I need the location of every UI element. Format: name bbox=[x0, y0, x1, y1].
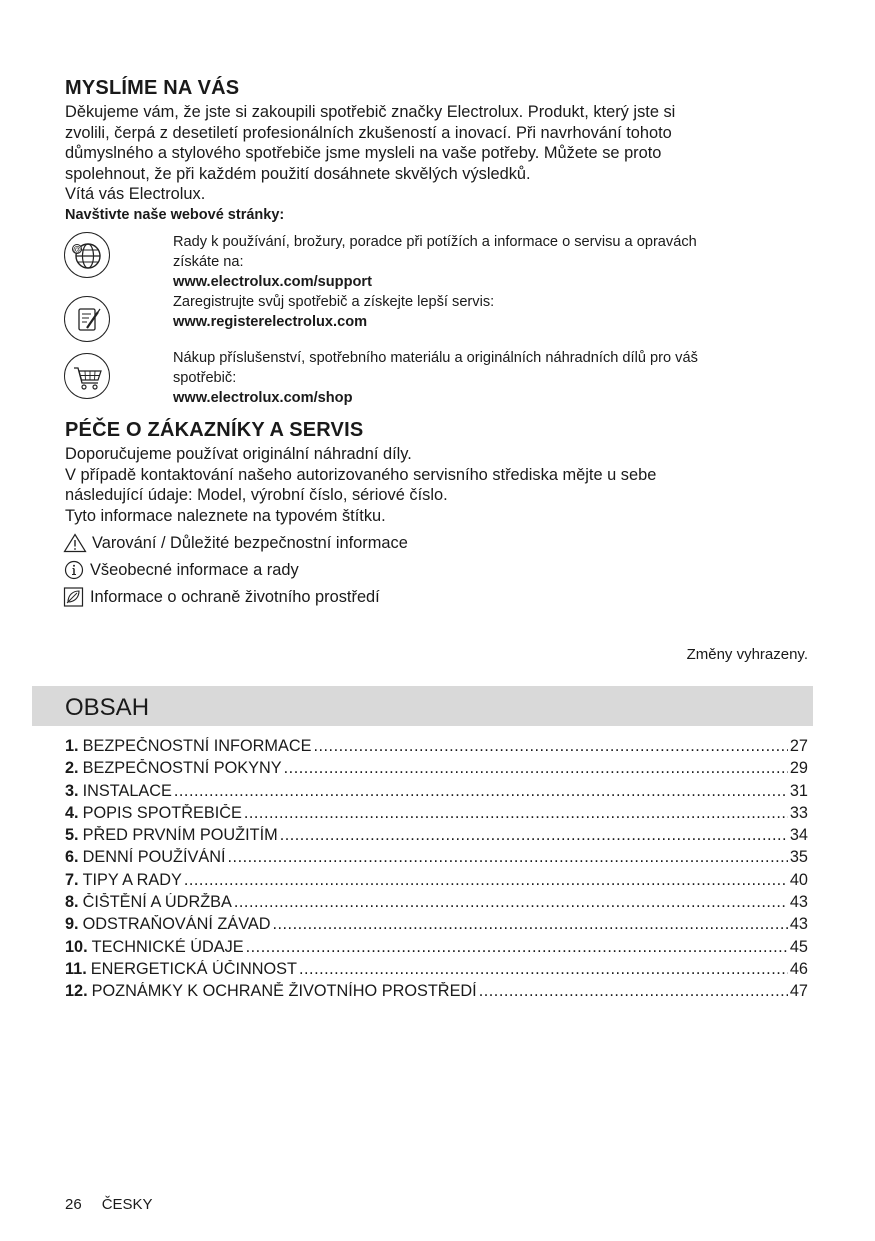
toc-number: 6. bbox=[65, 848, 79, 867]
web-item-shop bbox=[173, 348, 793, 408]
section-title-thinking-of-you: MYSLÍME NA VÁS bbox=[65, 77, 240, 99]
toc-entry[interactable] bbox=[65, 848, 808, 870]
web-item-text: spotřebič: bbox=[173, 370, 237, 386]
intro-line: zvolili, čerpá z desetiletí profesionálních zkušeností a inovací. Při navrhování tohoto bbox=[65, 123, 672, 142]
toc-label: PŘED PRVNÍM POUŽITÍM bbox=[82, 826, 278, 845]
toc-label: POZNÁMKY K OCHRANĚ ŽIVOTNÍHO PROSTŘEDÍ bbox=[91, 982, 477, 1001]
intro-line: Děkujeme vám, že jste si zakoupili spotřebič značky Electrolux. Produkt, který jste si bbox=[65, 103, 676, 121]
register-link[interactable]: www.registerelectrolux.com bbox=[173, 314, 368, 330]
toc-page: 40 bbox=[789, 870, 808, 889]
toc-number: 1. bbox=[65, 737, 79, 755]
toc-page: 33 bbox=[789, 803, 808, 822]
toc-leader-dots bbox=[313, 737, 787, 756]
toc-label: ODSTRAŇOVÁNÍ ZÁVAD bbox=[82, 915, 271, 934]
toc-page: 43 bbox=[789, 893, 808, 912]
toc-number: 7. bbox=[65, 870, 79, 889]
toc-label: TECHNICKÉ ÚDAJE bbox=[91, 937, 244, 956]
toc-label: BEZPEČNOSTNÍ INFORMACE bbox=[82, 737, 312, 755]
toc-page: 43 bbox=[789, 915, 808, 934]
legend-environment-text: Informace o ochraně životního prostředí bbox=[90, 587, 380, 606]
toc-entry[interactable] bbox=[65, 960, 808, 982]
intro-line: důmyslného a stylového spotřebiče jsme mysleli na vaše potřeby. Můžete se proto bbox=[65, 144, 662, 163]
intro-paragraph bbox=[65, 102, 795, 205]
toc-leader-dots bbox=[228, 848, 788, 867]
toc-label: BEZPEČNOSTNÍ POKYNY bbox=[82, 759, 282, 778]
leaf-icon bbox=[63, 587, 85, 607]
toc-number: 11. bbox=[65, 959, 87, 978]
care-line: následující údaje: Model, výrobní číslo, sériové číslo. bbox=[65, 486, 448, 505]
care-line: Doporučujeme používat originální náhradní díly. bbox=[65, 445, 412, 463]
toc-leader-dots bbox=[234, 893, 788, 912]
toc-number: 2. bbox=[65, 759, 79, 778]
toc-page: 35 bbox=[789, 848, 808, 867]
toc-leader-dots bbox=[174, 782, 788, 801]
toc-label: INSTALACE bbox=[82, 781, 172, 800]
toc-page: 46 bbox=[789, 959, 808, 978]
web-item-text: získáte na: bbox=[173, 254, 244, 270]
shop-link[interactable]: www.electrolux.com/shop bbox=[173, 390, 353, 406]
web-item-register bbox=[173, 292, 793, 332]
legend-info-text: Všeobecné informace a rady bbox=[90, 560, 299, 579]
web-item-text: Nákup příslušenství, spotřebního materiálu a originálních náhradních dílů pro váš bbox=[173, 350, 698, 366]
legend-warning-text: Varování / Důležité bezpečnostní informace bbox=[92, 533, 408, 552]
toc-leader-dots bbox=[299, 960, 788, 979]
legend-environment bbox=[63, 586, 380, 608]
toc-number: 8. bbox=[65, 893, 79, 912]
visit-websites-label: Navštivte naše webové stránky: bbox=[65, 207, 285, 223]
toc-number: 9. bbox=[65, 915, 79, 934]
toc-page: 27 bbox=[789, 737, 808, 755]
toc-entry[interactable] bbox=[65, 915, 808, 937]
support-link[interactable]: www.electrolux.com/support bbox=[173, 274, 372, 290]
toc-entry[interactable] bbox=[65, 737, 808, 759]
language-label: ČESKY bbox=[101, 1196, 153, 1213]
intro-line: Vítá vás Electrolux. bbox=[65, 185, 206, 204]
toc-leader-dots bbox=[479, 982, 788, 1001]
customer-care-paragraph bbox=[65, 444, 795, 526]
toc-leader-dots bbox=[244, 804, 788, 823]
svg-text:@: @ bbox=[73, 245, 81, 254]
contents-title: OBSAH bbox=[65, 694, 150, 721]
register-document-icon bbox=[64, 296, 110, 342]
page-number: 26 bbox=[65, 1196, 82, 1213]
toc-page: 47 bbox=[789, 982, 808, 1001]
toc-label: POPIS SPOTŘEBIČE bbox=[82, 803, 242, 822]
page-footer bbox=[65, 1196, 173, 1213]
toc-leader-dots bbox=[280, 826, 788, 845]
changes-reserved-note: Změny vyhrazeny. bbox=[686, 646, 808, 663]
info-icon bbox=[63, 560, 85, 580]
toc-leader-dots bbox=[284, 759, 788, 778]
web-item-support bbox=[173, 232, 793, 292]
shopping-cart-icon bbox=[64, 353, 110, 399]
toc-number: 12. bbox=[65, 982, 88, 1001]
toc-entry[interactable] bbox=[65, 982, 808, 1004]
toc-leader-dots bbox=[184, 871, 788, 890]
intro-line: spolehnout, že při každém použití dosáhnete skvělých výsledků. bbox=[65, 164, 531, 183]
legend-info bbox=[63, 559, 299, 581]
toc-entry[interactable] bbox=[65, 893, 808, 915]
toc-page: 45 bbox=[789, 937, 808, 956]
care-line: Tyto informace naleznete na typovém štítku. bbox=[65, 506, 386, 525]
toc-label: TIPY A RADY bbox=[82, 870, 182, 889]
toc-page: 29 bbox=[789, 759, 808, 778]
toc-leader-dots bbox=[246, 938, 788, 957]
warning-triangle-icon bbox=[63, 533, 87, 553]
toc-page: 34 bbox=[789, 826, 808, 845]
contents-header-band bbox=[32, 686, 813, 726]
toc-entry[interactable] bbox=[65, 759, 808, 781]
toc-entry[interactable] bbox=[65, 782, 808, 804]
toc-page: 31 bbox=[789, 781, 808, 800]
toc-label: ČIŠTĚNÍ A ÚDRŽBA bbox=[82, 893, 232, 912]
toc-number: 5. bbox=[65, 826, 79, 845]
toc-number: 3. bbox=[65, 781, 79, 800]
toc-entry[interactable] bbox=[65, 938, 808, 960]
web-item-text: Rady k používání, brožury, poradce při potížích a informace o servisu a opravách bbox=[173, 234, 697, 250]
section-title-customer-care: PÉČE O ZÁKAZNÍKY A SERVIS bbox=[65, 419, 364, 441]
care-line: V případě kontaktování našeho autorizovaného servisního střediska mějte u sebe bbox=[65, 465, 657, 484]
toc-label: DENNÍ POUŽÍVÁNÍ bbox=[82, 848, 226, 867]
toc-entry[interactable] bbox=[65, 804, 808, 826]
toc-entry[interactable] bbox=[65, 826, 808, 848]
globe-at-icon bbox=[64, 232, 110, 278]
toc-number: 4. bbox=[65, 803, 79, 822]
toc-entry[interactable] bbox=[65, 871, 808, 893]
toc-leader-dots bbox=[272, 915, 787, 934]
toc-label: ENERGETICKÁ ÚČINNOST bbox=[90, 959, 297, 978]
web-item-text: Zaregistrujte svůj spotřebič a získejte lepší servis: bbox=[173, 294, 495, 310]
table-of-contents bbox=[65, 737, 808, 1005]
toc-number: 10. bbox=[65, 937, 88, 956]
legend-warning bbox=[63, 532, 408, 554]
